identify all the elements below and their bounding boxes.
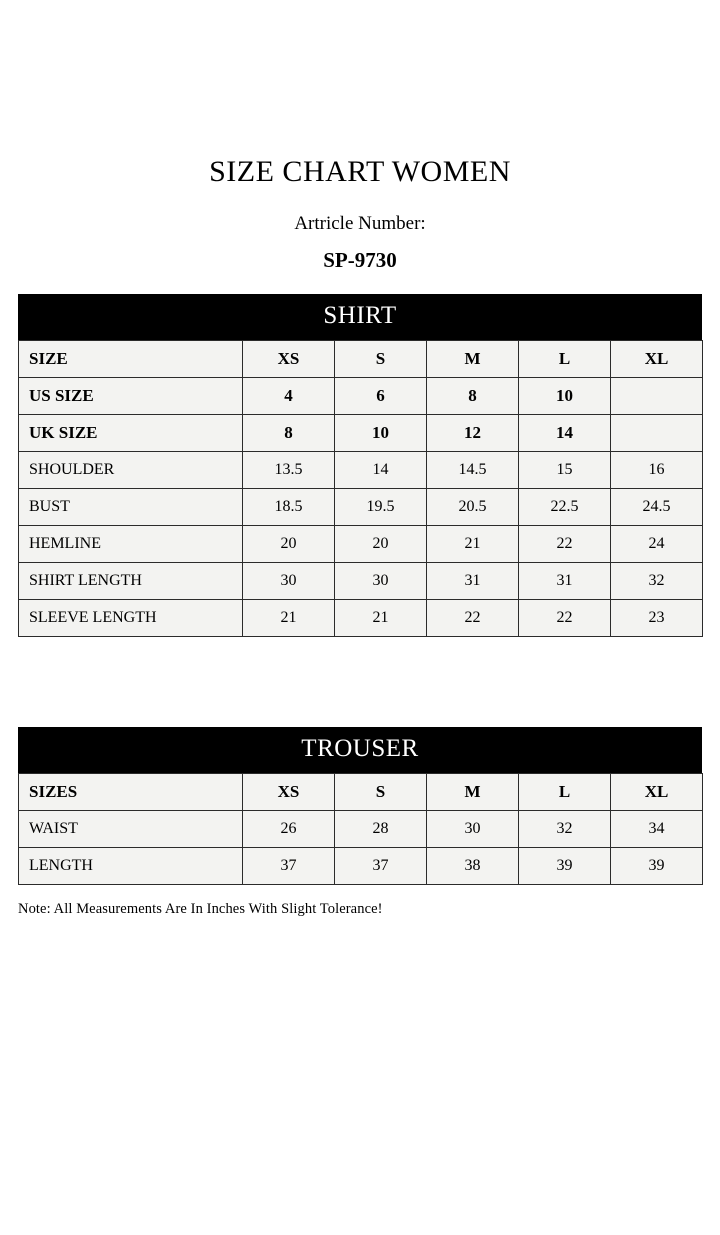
shirt-section-header: SHIRT: [18, 294, 702, 340]
cell-value: 31: [519, 562, 611, 599]
column-header-xl: XL: [611, 773, 703, 810]
article-number-value: SP-9730: [323, 247, 397, 272]
cell-value: 14: [519, 414, 611, 451]
cell-value: 21: [243, 599, 335, 636]
cell-value: 30: [335, 562, 427, 599]
cell-value: 8: [427, 377, 519, 414]
cell-value: 30: [427, 810, 519, 847]
cell-value: [611, 377, 703, 414]
cell-value: 20: [335, 525, 427, 562]
cell-value: 13.5: [243, 451, 335, 488]
column-header-l: L: [519, 773, 611, 810]
measurement-note: Note: All Measurements Are In Inches With Slight Tolerance!: [18, 900, 383, 917]
cell-value: 39: [611, 847, 703, 884]
row-label: HEMLINE: [19, 525, 243, 562]
column-header-sizes: SIZES: [19, 773, 243, 810]
row-label: SHOULDER: [19, 451, 243, 488]
column-header-size: SIZE: [19, 340, 243, 377]
table-row: [19, 599, 703, 636]
row-label: US SIZE: [19, 377, 243, 414]
cell-value: 22: [519, 599, 611, 636]
cell-value: 10: [519, 377, 611, 414]
cell-value: 31: [427, 562, 519, 599]
cell-value: 6: [335, 377, 427, 414]
cell-value: 37: [335, 847, 427, 884]
column-header-s: S: [335, 340, 427, 377]
cell-value: 22: [519, 525, 611, 562]
row-label: LENGTH: [19, 847, 243, 884]
column-header-xs: XS: [243, 773, 335, 810]
column-header-m: M: [427, 340, 519, 377]
cell-value: 37: [243, 847, 335, 884]
column-header-s: S: [335, 773, 427, 810]
row-label: SLEEVE LENGTH: [19, 599, 243, 636]
cell-value: 20: [243, 525, 335, 562]
cell-value: 24.5: [611, 488, 703, 525]
cell-value: 18.5: [243, 488, 335, 525]
cell-value: 12: [427, 414, 519, 451]
cell-value: 14.5: [427, 451, 519, 488]
cell-value: 14: [335, 451, 427, 488]
table-row: [19, 562, 703, 599]
cell-value: 23: [611, 599, 703, 636]
cell-value: 38: [427, 847, 519, 884]
cell-value: 32: [519, 810, 611, 847]
row-label: BUST: [19, 488, 243, 525]
row-label: WAIST: [19, 810, 243, 847]
cell-value: 21: [335, 599, 427, 636]
row-label: UK SIZE: [19, 414, 243, 451]
cell-value: 34: [611, 810, 703, 847]
table-header-row: [19, 773, 703, 810]
trouser-size-table: [18, 773, 703, 885]
table-row: [19, 525, 703, 562]
cell-value: 22.5: [519, 488, 611, 525]
cell-value: 16: [611, 451, 703, 488]
cell-value: 30: [243, 562, 335, 599]
cell-value: 8: [243, 414, 335, 451]
column-header-m: M: [427, 773, 519, 810]
cell-value: 24: [611, 525, 703, 562]
column-header-xl: XL: [611, 340, 703, 377]
cell-value: 19.5: [335, 488, 427, 525]
cell-value: 21: [427, 525, 519, 562]
cell-value: 22: [427, 599, 519, 636]
table-row: [19, 451, 703, 488]
cell-value: 26: [243, 810, 335, 847]
trouser-section-header: TROUSER: [18, 727, 702, 773]
column-header-xs: XS: [243, 340, 335, 377]
column-header-l: L: [519, 340, 611, 377]
table-row: [19, 810, 703, 847]
cell-value: 15: [519, 451, 611, 488]
table-header-row: [19, 340, 703, 377]
row-label: SHIRT LENGTH: [19, 562, 243, 599]
cell-value: 10: [335, 414, 427, 451]
size-chart-document: [0, 155, 720, 1235]
table-row: [19, 488, 703, 525]
page-title: SIZE CHART WOMEN: [209, 155, 511, 188]
article-number-label: Artricle Number:: [294, 213, 426, 234]
cell-value: 4: [243, 377, 335, 414]
cell-value: 32: [611, 562, 703, 599]
table-row: [19, 377, 703, 414]
table-row: [19, 847, 703, 884]
cell-value: 39: [519, 847, 611, 884]
shirt-chart-block: [18, 294, 702, 637]
shirt-size-table: [18, 340, 703, 637]
trouser-chart-block: [18, 727, 702, 885]
cell-value: 20.5: [427, 488, 519, 525]
cell-value: [611, 414, 703, 451]
table-row: [19, 414, 703, 451]
cell-value: 28: [335, 810, 427, 847]
